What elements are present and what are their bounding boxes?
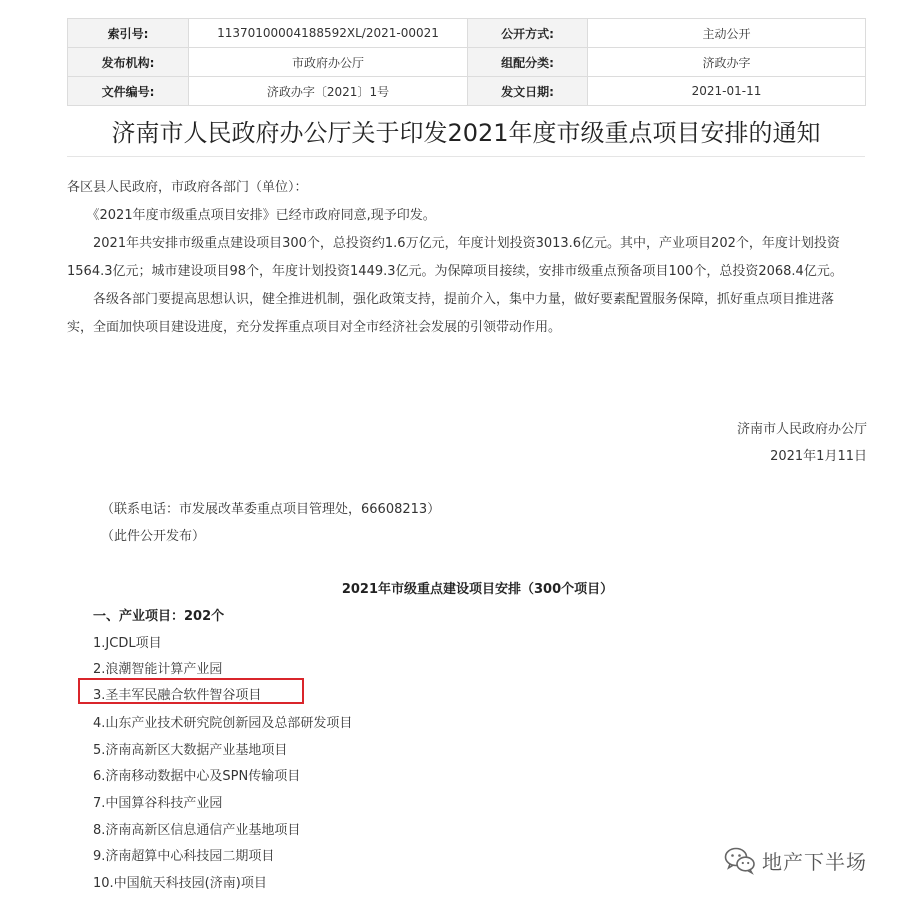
contact-note: （联系电话：市发展改革委重点项目管理处，66608213） [101, 502, 441, 517]
body-paragraph-continued: 实，全面加快项目建设进度，充分发挥重点项目对全市经济社会发展的引领带动作用。 [67, 320, 562, 335]
document-meta-table [67, 18, 866, 106]
list-item: 9.济南超算中心科技园二期项目 [93, 849, 275, 864]
list-item: 5.济南高新区大数据产业基地项目 [93, 743, 288, 758]
watermark-text: 地产下半场 [762, 849, 867, 874]
date-value: 2021-01-11 [588, 77, 866, 106]
list-item: 3.圣丰军民融合软件智谷项目 [93, 688, 262, 703]
publish-method-value: 主动公开 [588, 19, 866, 48]
meta-row [68, 19, 866, 48]
index-value: 11370100004188592XL/2021-00021 [189, 19, 468, 48]
body-paragraph-continued: 1564.3亿元；城市建设项目98个，年度计划投资1449.3亿元。为保障项目接续，安排市级重点预备项目100个，总投资2068.4亿元。 [67, 264, 843, 279]
category-label: 组配分类: [468, 48, 588, 77]
body-paragraph: 《2021年度市级重点项目安排》已经市政府同意,现予印发。 [67, 208, 436, 223]
section-heading: 一、产业项目：202个 [93, 609, 225, 624]
publisher-value: 市政府办公厅 [189, 48, 468, 77]
list-item: 6.济南移动数据中心及SPN传输项目 [93, 769, 301, 784]
publication-note: （此件公开发布） [101, 529, 206, 544]
meta-row [68, 77, 866, 106]
salutation: 各区县人民政府，市政府各部门（单位）： [67, 180, 308, 195]
wechat-icon [724, 845, 756, 875]
document-body [67, 176, 867, 336]
watermark [724, 844, 867, 876]
document-title: 济南市人民政府办公厅关于印发2021年度市级重点项目安排的通知 [67, 104, 865, 157]
list-item: 10.中国航天科技园(济南)项目 [93, 876, 267, 891]
doc-no-value: 济政办字〔2021〕1号 [189, 77, 468, 106]
meta-row [68, 48, 866, 77]
publish-method-label: 公开方式: [468, 19, 588, 48]
list-item: 8.济南高新区信息通信产业基地项目 [93, 823, 301, 838]
date-label: 发文日期: [468, 77, 588, 106]
publisher-label: 发布机构: [68, 48, 189, 77]
list-item: 4.山东产业技术研究院创新园及总部研发项目 [93, 716, 353, 731]
doc-no-label: 文件编号: [68, 77, 189, 106]
highlight-box [78, 678, 304, 704]
index-label: 索引号: [68, 19, 189, 48]
body-paragraph: 2021年共安排市级重点建设项目300个，总投资约1.6万亿元，年度计划投资3013.6亿元。其中，产业项目202个，年度计划投资 [67, 236, 840, 251]
category-value: 济政办字 [588, 48, 866, 77]
body-paragraph: 各级各部门要提高思想认识，健全推进机制，强化政策支持，提前介入，集中力量，做好要素配置服务保障，抓好重点项目推进落 [67, 292, 835, 307]
list-item: 1.JCDL项目 [93, 636, 162, 651]
list-item: 7.中国算谷科技产业园 [93, 796, 223, 811]
signature-date: 2021年1月11日 [770, 449, 867, 464]
list-item: 2.浪潮智能计算产业园 [93, 662, 223, 677]
signature-org: 济南市人民政府办公厅 [736, 422, 867, 437]
project-list-title: 2021年市级重点建设项目安排（300个项目） [341, 582, 614, 597]
